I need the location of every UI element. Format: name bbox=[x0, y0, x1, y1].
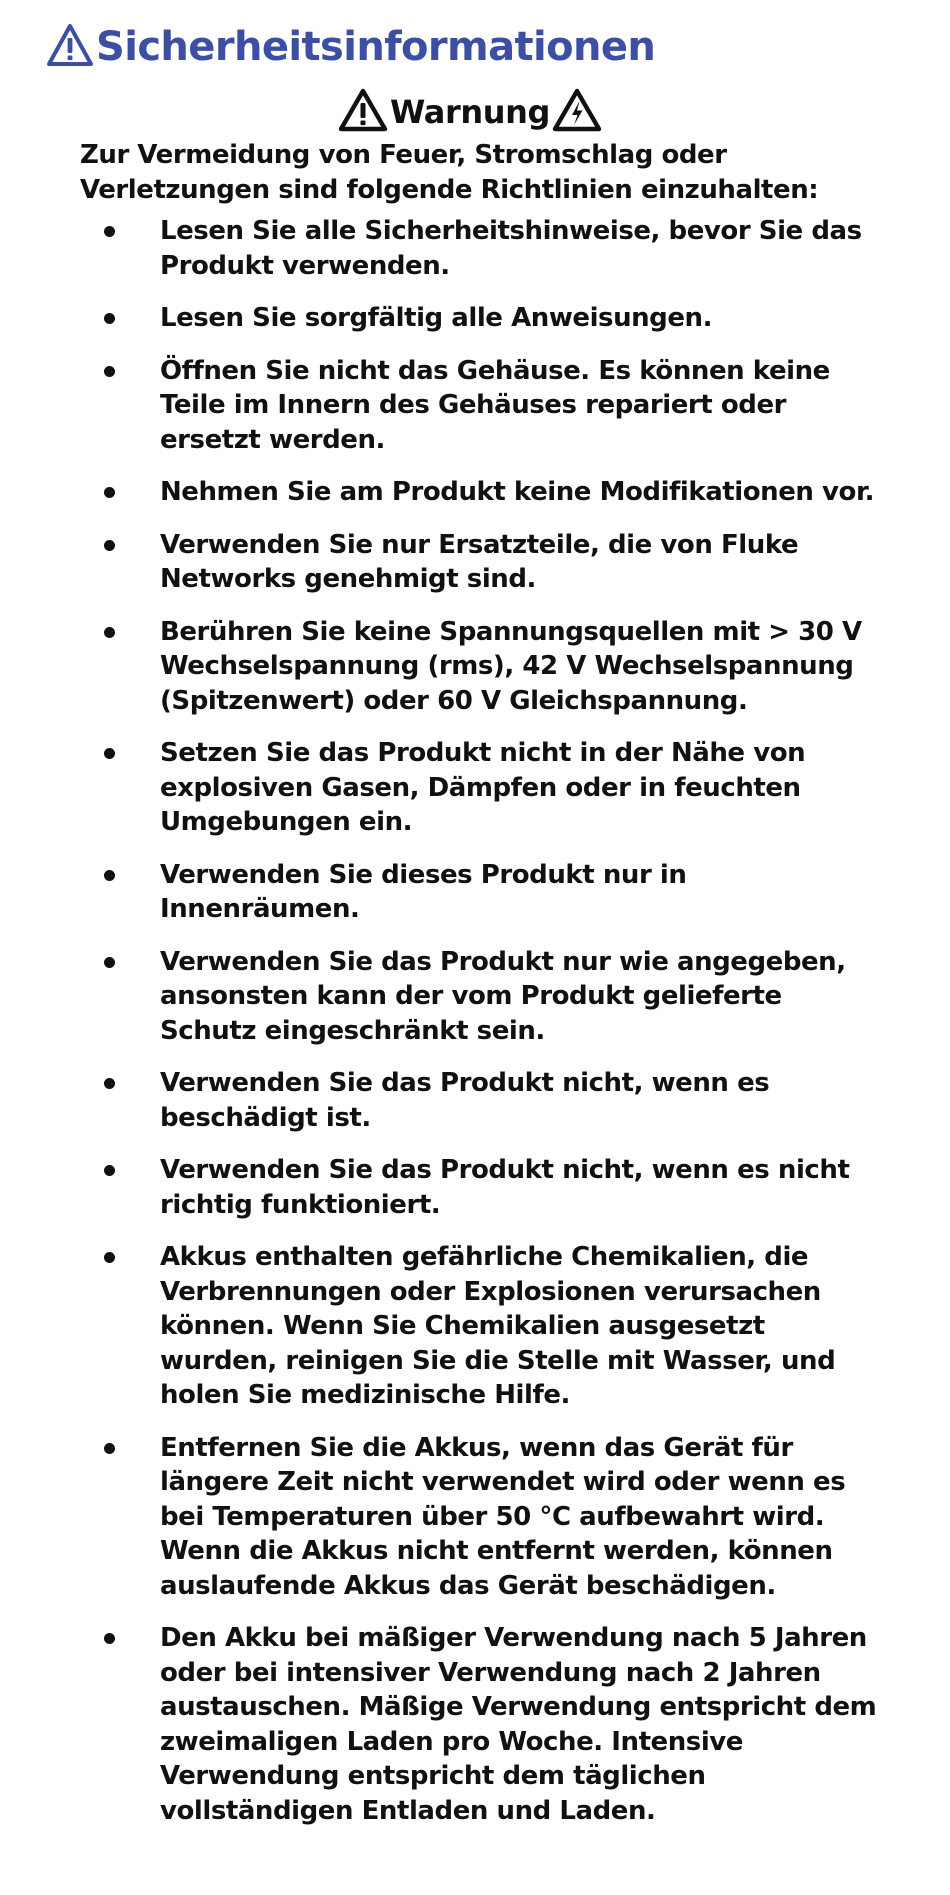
list-item-text: Den Akku bei mäßiger Verwendung nach 5 Jahren oder bei intensiver Verwendung nach 2 Jahren austauschen. Mäßige Verwendung entspricht dem zweimaligen Laden pro Woche. Intensive Verwendung entspricht dem täglichen vollständigen Entladen und Laden. bbox=[160, 1623, 877, 1826]
warning-triangle-icon bbox=[338, 87, 388, 137]
list-item-text: Setzen Sie das Produkt nicht in der Nähe von explosiven Gasen, Dämpfen oder in feuchten Umgebungen ein. bbox=[160, 738, 806, 837]
bullet-icon bbox=[104, 627, 115, 638]
list-item-text: Verwenden Sie dieses Produkt nur in Innenräumen. bbox=[160, 859, 687, 924]
list-item-text: Verwenden Sie das Produkt nicht, wenn es nicht richtig funktioniert. bbox=[160, 1155, 850, 1220]
list-item bbox=[0, 858, 940, 927]
section-title: Sicherheitsinformationen bbox=[96, 24, 656, 70]
list-item-text: Öffnen Sie nicht das Gehäuse. Es können keine Teile im Innern des Gehäuses repariert oder ersetzt werden. bbox=[160, 355, 830, 455]
list-item bbox=[0, 1431, 940, 1604]
list-item bbox=[0, 214, 940, 283]
bullet-icon bbox=[104, 1443, 115, 1454]
bullet-icon bbox=[104, 1165, 115, 1176]
bullet-icon bbox=[104, 226, 115, 237]
bullet-icon bbox=[104, 366, 115, 377]
list-item bbox=[0, 736, 940, 840]
list-item bbox=[0, 354, 940, 458]
list-item bbox=[0, 1240, 940, 1413]
list-item bbox=[0, 528, 940, 597]
list-item bbox=[0, 301, 940, 336]
section-heading bbox=[46, 20, 655, 74]
list-item-text: Entfernen Sie die Akkus, wenn das Gerät für längere Zeit nicht verwendet wird oder wenn es bei Temperaturen über 50 °C aufbewahrt wird. Wenn die Akkus nicht entfernt werden, können auslaufende Akkus das Gerät beschädigen. bbox=[160, 1432, 846, 1601]
bullet-icon bbox=[104, 1633, 115, 1644]
electrical-hazard-icon bbox=[552, 87, 602, 137]
warning-label: Warnung bbox=[390, 93, 550, 131]
list-item-text: Lesen Sie alle Sicherheitshinweise, bevor Sie das Produkt verwenden. bbox=[160, 216, 862, 281]
list-item bbox=[0, 615, 940, 719]
bullet-icon bbox=[104, 1252, 115, 1263]
list-item bbox=[0, 945, 940, 1049]
bullet-icon bbox=[104, 540, 115, 551]
bullet-icon bbox=[104, 870, 115, 881]
list-item bbox=[0, 475, 940, 510]
safety-list bbox=[0, 214, 940, 1846]
list-item bbox=[0, 1621, 940, 1828]
list-item-text: Akkus enthalten gefährliche Chemikalien, die Verbrennungen oder Explosionen verursachen können. Wenn Sie Chemikalien ausgesetzt wurden, reinigen Sie die Stelle mit Wasser, und holen Sie medizinische Hilfe. bbox=[160, 1242, 836, 1410]
warning-triangle-icon bbox=[46, 22, 94, 72]
list-item-text: Lesen Sie sorgfältig alle Anweisungen. bbox=[160, 303, 713, 333]
list-item-text: Nehmen Sie am Produkt keine Modifikationen vor. bbox=[160, 477, 875, 507]
bullet-icon bbox=[104, 1078, 115, 1089]
bullet-icon bbox=[104, 748, 115, 759]
list-item-text: Verwenden Sie das Produkt nur wie angegeben, ansonsten kann der vom Produkt gelieferte Schutz eingeschränkt sein. bbox=[160, 946, 846, 1046]
bullet-icon bbox=[104, 957, 115, 968]
warning-heading bbox=[0, 86, 940, 138]
list-item-text: Berühren Sie keine Spannungsquellen mit > 30 V Wechselspannung (rms), 42 V Wechselspannung (Spitzenwert) oder 60 V Gleichspannung. bbox=[160, 616, 862, 716]
bullet-icon bbox=[104, 487, 115, 498]
list-item bbox=[0, 1153, 940, 1222]
list-item-text: Verwenden Sie nur Ersatzteile, die von Fluke Networks genehmigt sind. bbox=[160, 529, 799, 594]
bullet-icon bbox=[104, 313, 115, 324]
intro-text: Zur Vermeidung von Feuer, Stromschlag oder Verletzungen sind folgende Richtlinien einzuhalten: bbox=[80, 140, 819, 205]
list-item bbox=[0, 1066, 940, 1135]
list-item-text: Verwenden Sie das Produkt nicht, wenn es beschädigt ist. bbox=[160, 1068, 770, 1133]
